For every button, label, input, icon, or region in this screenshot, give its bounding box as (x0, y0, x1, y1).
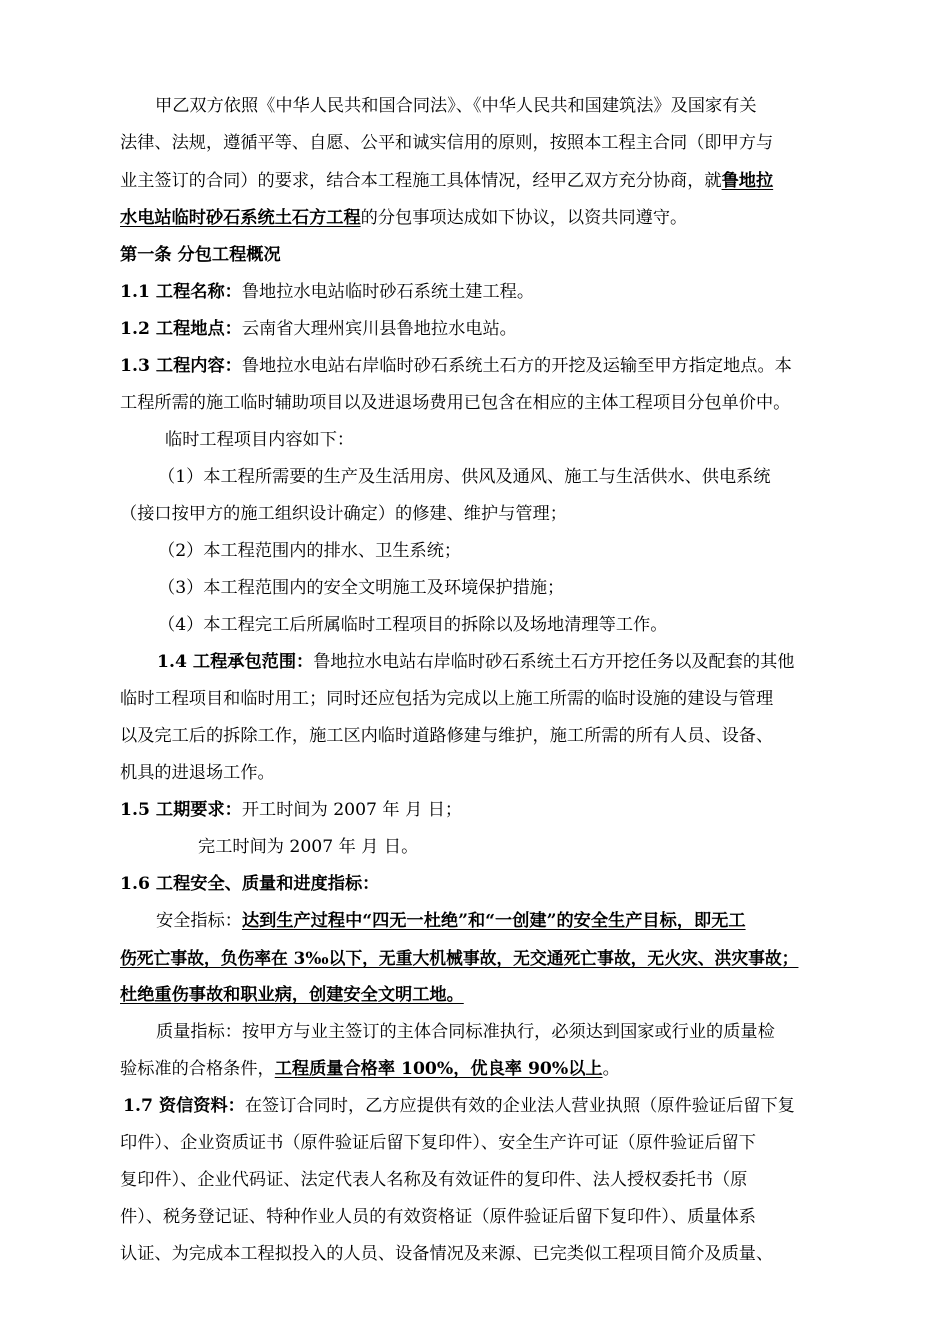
safety-label: 安全指标： (156, 911, 242, 931)
section-1-7-text-4: 件）、税务登记证、特种作业人员的有效资格证（原件验证后留下复印件）、质量体系 (120, 1207, 756, 1227)
safety-text-2: 伤死亡事故，负伤率在 3‰以下，无重大机械事故，无交通死亡事故，无火灾、洪灾事故； (120, 948, 799, 968)
quality-rate: 工程质量合格率 100%，优良率 90%以上 (274, 1059, 603, 1079)
section-1-4-text-1: 鲁地拉水电站右岸临时砂石系统土石方开挖任务以及配套的其他 (313, 652, 795, 672)
section-1-3-text-2: 工程所需的施工临时辅助项目以及进退场费用已包含在相应的主体工程项目分包单价中。 (120, 393, 791, 413)
temp-item-3: （3）本工程范围内的安全文明施工及环境保护措施； (158, 578, 565, 598)
section-1-5 (120, 797, 462, 823)
temp-items-title: 临时工程项目内容如下： (165, 430, 355, 450)
section-1-7 (123, 1093, 795, 1119)
section-1-3-text-1: 鲁地拉水电站右岸临时砂石系统土石方的开挖及运输至甲方指定地点。本 (241, 356, 792, 376)
section-1-6-label: 1.6 工程安全、质量和进度指标： (120, 874, 380, 894)
quality-line-2 (120, 1056, 620, 1082)
temp-item-2: （2）本工程范围内的排水、卫生系统； (158, 541, 462, 561)
section-1-4-text-2: 临时工程项目和临时用工；同时还应包括为完成以上施工所需的临时设施的建设与管理 (120, 689, 774, 709)
section-1-7-text-1: 在签订合同时，乙方应提供有效的企业法人营业执照（原件验证后留下复 (244, 1096, 795, 1116)
section-1-4-text-4: 机具的进退场工作。 (120, 763, 275, 783)
section-1-3 (120, 353, 792, 379)
article-1-title: 第一条 分包工程概况 (120, 245, 281, 265)
intro-line-4-text: 的分包事项达成如下协议，以资共同遵守。 (360, 208, 688, 228)
section-1-4-text-3: 以及完工后的拆除工作，施工区内临时道路修建与维护，施工所需的所有人员、设备、 (120, 726, 774, 746)
intro-line-1: 甲乙双方依照《中华人民共和国合同法》、《中华人民共和国建筑法》及国家有关 (155, 96, 757, 116)
section-1-2-text: 云南省大理州宾川县鲁地拉水电站。 (241, 319, 517, 339)
section-1-2 (120, 316, 517, 342)
quality-line-1 (156, 1019, 775, 1045)
section-1-4-label: 1.4 工程承包范围： (157, 652, 314, 672)
intro-line-2: 法律、法规，遵循平等、自愿、公平和诚实信用的原则，按照本工程主合同（即甲方与 (120, 133, 774, 153)
end-time: 完工时间为 2007 年 月 日。 (198, 837, 419, 857)
quality-label: 质量指标： (156, 1022, 242, 1042)
section-1-7-text-2: 印件）、企业资质证书（原件验证后留下复印件）、安全生产许可证（原件验证后留下 (120, 1133, 756, 1153)
temp-item-1-line-2: （接口按甲方的施工组织设计确定）的修建、维护与管理； (120, 504, 567, 524)
section-1-1-label: 1.1 工程名称： (120, 282, 242, 302)
temp-item-1-line-1: （1）本工程所需要的生产及生活用房、供风及通风、施工与生活供水、供电系统 (158, 467, 771, 487)
safety-text-3: 杜绝重伤事故和职业病，创建安全文明工地。 (120, 985, 464, 1005)
intro-line-4 (120, 205, 687, 231)
quality-text-2: 验标准的合格条件， (120, 1059, 275, 1079)
section-1-7-text-3: 复印件）、企业代码证、法定代表人名称及有效证件的复印件、法人授权委托书（原 (120, 1170, 748, 1190)
section-1-3-label: 1.3 工程内容： (120, 356, 242, 376)
project-name-part-2: 水电站临时砂石系统土石方工程 (120, 208, 361, 228)
temp-item-4: （4）本工程完工后所属临时工程项目的拆除以及场地清理等工作。 (158, 615, 668, 635)
section-1-1-text: 鲁地拉水电站临时砂石系统土建工程。 (241, 282, 535, 302)
quality-text-1: 按甲方与业主签订的主体合同标准执行，必须达到国家或行业的质量检 (241, 1022, 775, 1042)
section-1-1 (120, 279, 534, 305)
project-name-part-1: 鲁地拉 (721, 171, 774, 191)
start-time: 开工时间为 2007 年 月 日； (241, 800, 463, 820)
section-1-5-label: 1.5 工期要求： (120, 800, 242, 820)
quality-end: 。 (602, 1059, 620, 1079)
intro-line-3 (120, 168, 773, 194)
section-1-2-label: 1.2 工程地点： (120, 319, 242, 339)
intro-line-3-text: 业主签订的合同）的要求，结合本工程施工具体情况，经甲乙双方充分协商，就 (120, 171, 722, 191)
section-1-7-text-5: 认证、为完成本工程拟投入的人员、设备情况及来源、已完类似工程项目简介及质量、 (120, 1244, 774, 1264)
safety-line-1 (156, 908, 746, 934)
section-1-7-label: 1.7 资信资料： (123, 1096, 245, 1116)
section-1-4 (157, 649, 794, 675)
safety-text-1: 达到生产过程中“四无一杜绝”和“一创建”的安全生产目标，即无工 (241, 911, 746, 931)
